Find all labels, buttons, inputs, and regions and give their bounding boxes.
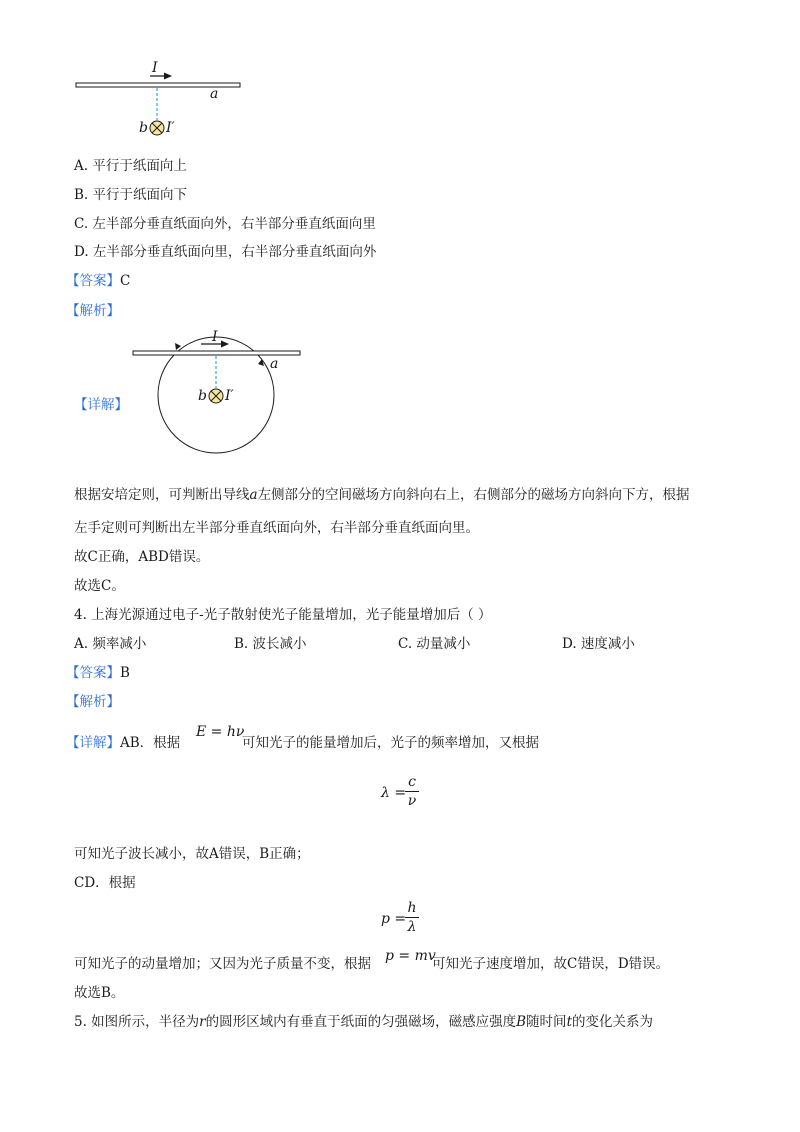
answer-value: C bbox=[120, 273, 131, 289]
explain-var-a: a bbox=[249, 487, 258, 503]
q4-detail-tag: 【详解】 bbox=[66, 735, 120, 751]
option-d: D. 左半部分垂直纸面向里，右半部分垂直纸面向外 bbox=[74, 244, 377, 260]
q5-stem-b: 的圆形区域内有垂直于纸面的匀强磁场，磁感应强度 bbox=[205, 1014, 517, 1030]
option-b: B. 平行于纸面向下 bbox=[74, 187, 188, 203]
q4-answer-value: B bbox=[120, 665, 130, 681]
frac1-den: ν bbox=[407, 793, 417, 809]
formula-p-mv: p = mv bbox=[385, 948, 436, 964]
q5-stem bbox=[74, 1013, 653, 1031]
label-b-2: b bbox=[198, 388, 207, 404]
explain-1b: 左侧部分的空间磁场方向斜向右上，右侧部分的磁场方向斜向下方，根据 bbox=[257, 487, 690, 503]
explain-line-3: 故C正确，ABD错误。 bbox=[74, 549, 210, 565]
q4-choose: 故选B。 bbox=[74, 985, 125, 1001]
explain-line-1 bbox=[74, 486, 690, 504]
wire-label-a-2: a bbox=[270, 356, 279, 372]
q4-stem: 4. 上海光源通过电子-光子散射使光子能量增加，光子能量增加后（ ） bbox=[74, 607, 492, 623]
option-a: A. 平行于纸面向上 bbox=[74, 158, 187, 174]
frac1-num: c bbox=[408, 774, 416, 790]
explain-1a: 根据安培定则，可判断出导线 bbox=[74, 487, 250, 503]
wire-label-a: a bbox=[210, 86, 219, 102]
current-label-I-2: I bbox=[212, 329, 218, 345]
current-label-Iprime-2: I′ bbox=[225, 388, 234, 404]
current-label-I: I bbox=[152, 60, 158, 76]
frac1-lhs: λ = bbox=[381, 785, 407, 801]
current-label-Iprime: I′ bbox=[166, 120, 175, 136]
explain-line-2: 左手定则可判断出左半部分垂直纸面向外，右半部分垂直纸面向里。 bbox=[74, 520, 479, 536]
q5-stem-c: 随时间 bbox=[526, 1014, 567, 1030]
q4-line-after1: 可知光子波长减小，故A错误，B正确； bbox=[74, 846, 310, 862]
q4-option-a: A. 频率减小 bbox=[74, 636, 147, 652]
q5-var-r: r bbox=[199, 1014, 206, 1030]
q4-detail-a: AB．根据 bbox=[120, 735, 181, 751]
frac2-den: λ bbox=[407, 919, 417, 935]
detail-tag: 【详解】 bbox=[74, 397, 128, 413]
q5-stem-a: 5. 如图所示，半径为 bbox=[74, 1014, 200, 1030]
option-c: C. 左半部分垂直纸面向外，右半部分垂直纸面向里 bbox=[74, 216, 376, 232]
q4-line-after2b: 可知光子速度增加，故C错误，D错误。 bbox=[432, 956, 670, 972]
q4-detail-line bbox=[66, 734, 180, 752]
analysis-tag: 【解析】 bbox=[66, 303, 120, 319]
q4-option-c: C. 动量减小 bbox=[398, 636, 471, 652]
label-b: b bbox=[139, 120, 148, 136]
q4-option-d: D. 速度减小 bbox=[562, 636, 635, 652]
frac1 bbox=[405, 774, 419, 809]
q5-var-t: t bbox=[566, 1014, 572, 1030]
explain-line-4: 故选C。 bbox=[74, 578, 125, 594]
q4-answer-tag: 【答案】 bbox=[66, 665, 120, 681]
frac2-lhs: p = bbox=[381, 911, 407, 927]
answer-tag: 【答案】 bbox=[66, 273, 120, 289]
q4-answer-line bbox=[66, 664, 130, 682]
q4-option-b: B. 波长减小 bbox=[234, 636, 307, 652]
q5-var-B: B bbox=[516, 1014, 527, 1030]
q4-cd: CD．根据 bbox=[74, 875, 136, 891]
q4-detail-b: 可知光子的能量增加后，光子的频率增加，又根据 bbox=[242, 735, 539, 751]
q4-line-after2a: 可知光子的动量增加；又因为光子质量不变，根据 bbox=[74, 956, 371, 972]
q4-analysis-tag: 【解析】 bbox=[66, 694, 120, 710]
frac2 bbox=[405, 900, 419, 935]
formula-E-hv: E = hν bbox=[196, 724, 245, 740]
frac2-num: h bbox=[407, 900, 417, 916]
q5-stem-d: 的变化关系为 bbox=[572, 1014, 653, 1030]
